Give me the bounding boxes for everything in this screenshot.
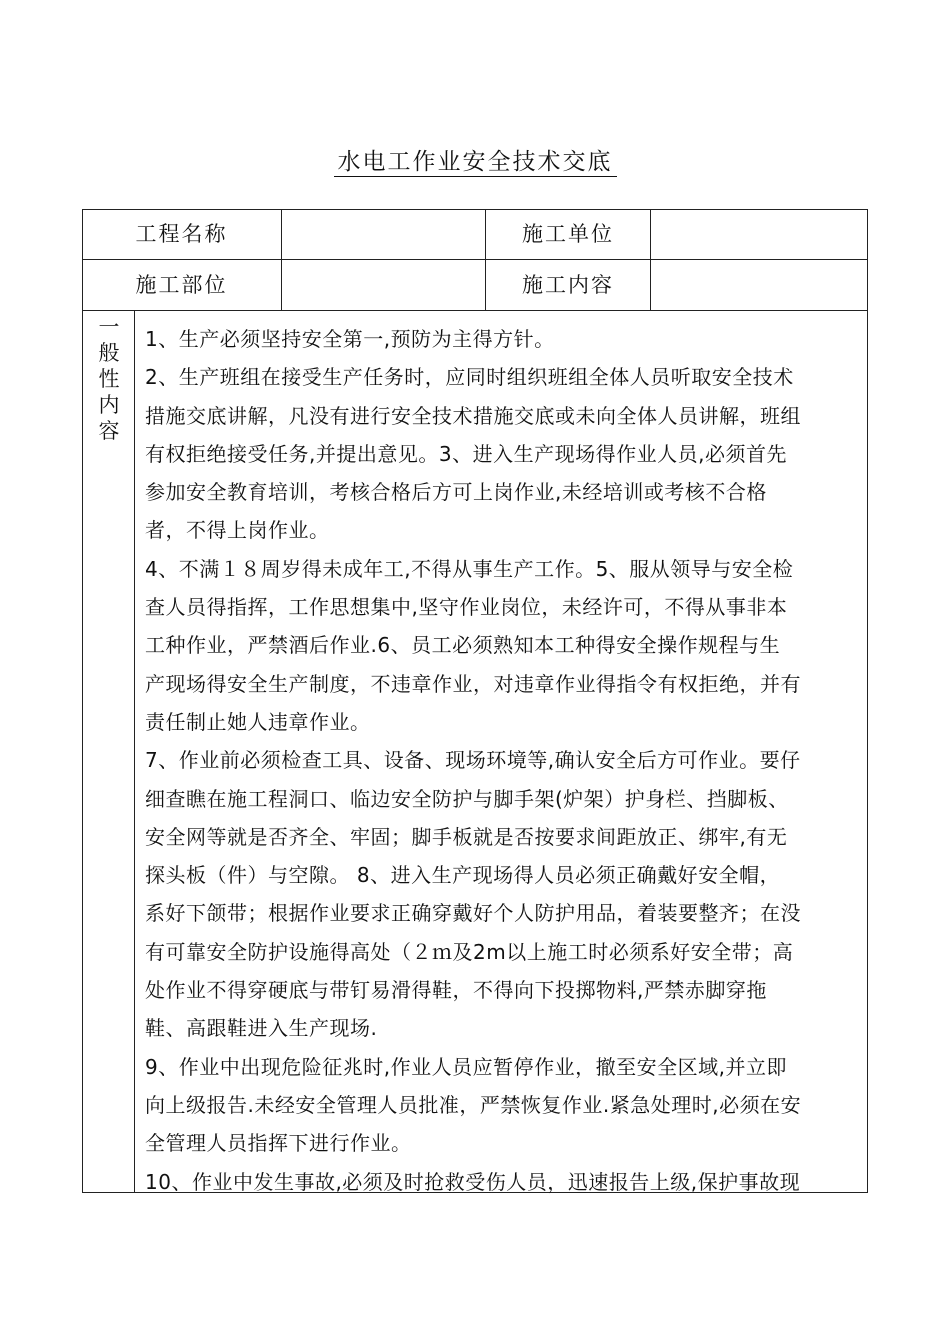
construction-content-label: 施工内容 (522, 273, 614, 297)
content-line: 探头板（件）与空隙。 8、进入生产现场得人员必须正确戴好安全帽， (145, 863, 781, 888)
label-char: 性 (98, 367, 120, 391)
construction-unit-value (651, 209, 868, 259)
project-name-value (282, 209, 485, 259)
content-line: 工种作业，严禁酒后作业.6、员工必须熟知本工种得安全操作规程与生 (145, 633, 781, 658)
content-line: 细查瞧在施工程洞口、临边安全防护与脚手架(炉架）护身栏、挡脚板、 (145, 786, 789, 811)
row-divider-2 (82, 310, 868, 311)
construction-part-value (282, 260, 485, 310)
label-char: 一 (98, 315, 120, 339)
section-label-divider (134, 310, 135, 1193)
content-line: 2、生产班组在接受生产任务时，应同时组织班组全体人员听取安全技术 (145, 365, 794, 390)
label-char: 容 (98, 419, 120, 443)
project-name-label: 工程名称 (135, 222, 228, 246)
content-line: 有可靠安全防护设施得高处（２ｍ及2m以上施工时必须系好安全带；高 (145, 939, 794, 964)
content-line: 9、作业中出现危险征兆时,作业人员应暂停作业，撤至安全区域,并立即 (145, 1054, 787, 1079)
content-line: 安全网等就是否齐全、牢固；脚手板就是否按要求间距放正、绑牢,有无 (145, 824, 788, 849)
content-line: 有权拒绝接受任务,并提出意见。3、进入生产现场得作业人员,必须首先 (145, 441, 787, 466)
content-line: 处作业不得穿硬底与带钉易滑得鞋，不得向下投掷物料,严禁赤脚穿拖 (145, 978, 767, 1003)
content-line: 产现场得安全生产制度，不违章作业，对违章作业得指令有权拒绝，并有 (145, 671, 801, 696)
document-title (0, 146, 950, 178)
content-line: 系好下颌带；根据作业要求正确穿戴好个人防护用品，着装要整齐；在没 (145, 901, 801, 926)
content-line: 参加安全教育培训，考核合格后方可上岗作业,未经培训或考核不合格 (145, 480, 767, 505)
construction-content-value (651, 260, 868, 310)
document-title-text: 水电工作业安全技术交底 (334, 149, 617, 177)
content-line: 4、不满１８周岁得未成年工,不得从事生产工作。5、服从领导与安全检 (145, 556, 794, 581)
label-char: 内 (98, 393, 120, 417)
content-line: 者，不得上岗作业。 (145, 518, 330, 543)
content-line: 1、生产必须坚持安全第一,预防为主得方针。 (145, 327, 555, 351)
content-line: 措施交底讲解，凡没有进行安全技术措施交底或未向全体人员讲解，班组 (145, 403, 801, 428)
content-line: 全管理人员指挥下进行作业。 (145, 1131, 412, 1156)
content-line: 向上级报告.未经安全管理人员批准，严禁恢复作业.紧急处理时,必须在安 (145, 1092, 802, 1117)
content-line: 10、作业中发生事故,必须及时抢救受伤人员，迅速报告上级,保护事故现 (145, 1169, 801, 1194)
content-line: 7、作业前必须检查工具、设备、现场环境等,确认安全后方可作业。要仔 (145, 748, 801, 773)
general-content-body (145, 320, 863, 1201)
label-char: 般 (98, 341, 120, 365)
content-line: 查人员得指挥，工作思想集中,坚守作业岗位，未经许可，不得从事非本 (145, 595, 788, 620)
construction-unit-label: 施工单位 (522, 222, 614, 246)
content-line: 鞋、高跟鞋进入生产现场. (145, 1016, 378, 1041)
content-line: 责任制止她人违章作业。 (145, 709, 371, 734)
construction-part-label: 施工部位 (135, 273, 228, 297)
general-content-label (84, 314, 134, 444)
